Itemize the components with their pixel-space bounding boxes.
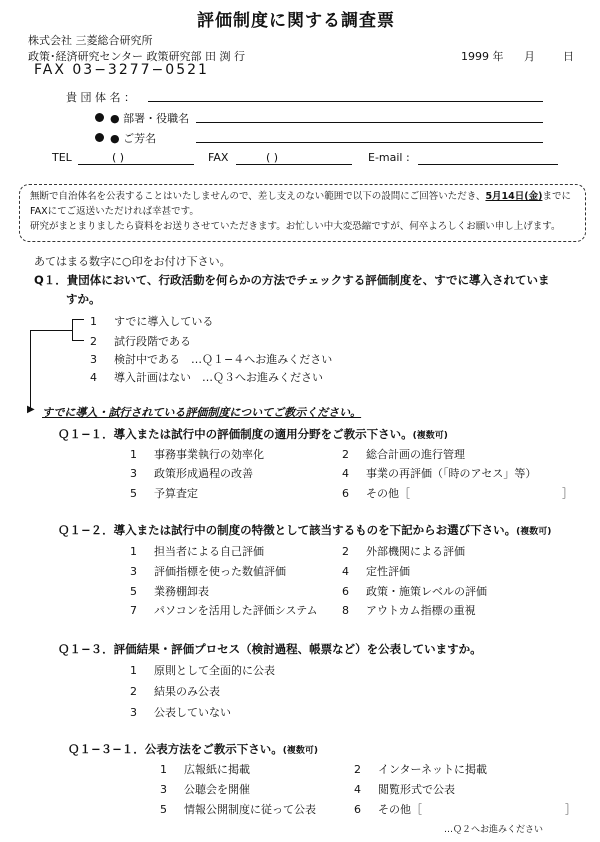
q1-2-option-4[interactable]: 4 定性評価 bbox=[342, 565, 410, 578]
q1-1-option-1[interactable]: 1 事務事業執行の効率化 bbox=[130, 448, 264, 461]
notice-line-1a: 無断で自治体名を公表することはいたしませんので、差し支えのない範囲で以下の設問にご回答いただき、 bbox=[30, 191, 486, 202]
page-title: 評価制度に関する調査票 bbox=[197, 11, 395, 31]
name-input-line[interactable] bbox=[196, 142, 543, 143]
fax-paren: ( ) bbox=[266, 151, 279, 164]
q1-1-option-3[interactable]: 3 政策形成過程の改善 bbox=[130, 467, 253, 480]
bullet-icon bbox=[95, 133, 104, 142]
q1-3-1-option-5[interactable]: 5 情報公開制度に従って公表 bbox=[160, 803, 316, 816]
q1-3-1-option-1[interactable]: 1 広報紙に掲載 bbox=[160, 763, 250, 776]
fax-input-line[interactable] bbox=[236, 164, 352, 165]
tel-input-line[interactable] bbox=[78, 164, 194, 165]
q1-text-1: Q１．貴団体において、行政活動を何らかの方法でチェックする評価制度を、すでに導入されていま bbox=[34, 273, 550, 287]
notice-deadline: 5月14日(金) bbox=[485, 191, 543, 202]
bracket-right bbox=[72, 319, 73, 340]
q1-option-2[interactable]: 2 試行段階である bbox=[90, 335, 191, 348]
name-label: ● ご芳名 bbox=[110, 132, 157, 145]
q1-3-option-2[interactable]: 2 結果のみ公表 bbox=[130, 685, 220, 698]
q1-2-option-6[interactable]: 6 政策・施策レベルの評価 bbox=[342, 585, 487, 598]
notice-line-2: FAXにてご返送いただければ幸甚です。 bbox=[30, 206, 199, 217]
company-name: 株式会社 三菱総合研究所 bbox=[28, 34, 153, 47]
q1-1-bracket-close: ］ bbox=[562, 487, 573, 500]
q1-1-option-6[interactable]: 6 その他［ bbox=[342, 487, 410, 500]
q1-3-1-option-3[interactable]: 3 公聴会を開催 bbox=[160, 783, 250, 796]
date-year: 1999 年 bbox=[461, 50, 504, 63]
email-label: E-mail : bbox=[368, 151, 410, 164]
q1-3-option-1[interactable]: 1 原則として全面的に公表 bbox=[130, 664, 275, 677]
date-day: 日 bbox=[563, 50, 574, 63]
q1-3-1-footer: …Ｑ２へお進みください bbox=[444, 825, 544, 835]
tel-paren: ( ) bbox=[112, 151, 125, 164]
sender-fax: FAX 03−3277−0521 bbox=[34, 62, 209, 78]
dept-input-line[interactable] bbox=[196, 122, 543, 123]
q1-3-1-option-6[interactable]: 6 その他［ bbox=[354, 803, 422, 816]
arrow-icon: ▶ bbox=[27, 404, 35, 415]
instruction: あてはまる数字に○印をお付け下さい。 bbox=[34, 255, 231, 268]
q1-option-4[interactable]: 4 導入計画はない …Ｑ３へお進みください bbox=[90, 371, 323, 384]
connector-v bbox=[30, 330, 31, 410]
bullet-icon bbox=[95, 113, 104, 122]
notice-line-3: 研究がまとまりましたら資料をお送りさせていただきます。お忙しい中大変恐縮ですが、何卒よろしくお願い申し上げます。 bbox=[30, 221, 561, 232]
org-input-line[interactable] bbox=[148, 101, 543, 102]
q1-3-1-text: Ｑ１−３−１．公表方法をご教示下さい。(複数可) bbox=[68, 742, 319, 756]
email-input-line[interactable] bbox=[418, 164, 558, 165]
q1-1-option-4[interactable]: 4 事業の再評価（「時のアセス」等） bbox=[342, 467, 537, 480]
q1-2-text: Ｑ１−２．導入または試行中の制度の特徴として該当するものを下記からお選び下さい。(複数可) bbox=[58, 523, 552, 537]
bracket-bottom bbox=[72, 340, 84, 341]
q1-3-text: Ｑ１−３．評価結果・評価プロセス（検討過程、帳票など）を公表していますか。 bbox=[58, 642, 482, 656]
q1-2-option-8[interactable]: 8 アウトカム指標の重視 bbox=[342, 604, 476, 617]
q1-2-option-1[interactable]: 1 担当者による自己評価 bbox=[130, 545, 264, 558]
q1-3-1-option-4[interactable]: 4 閲覧形式で公表 bbox=[354, 783, 455, 796]
q1-text-2: すか。 bbox=[66, 292, 101, 306]
q1-2-option-7[interactable]: 7 パソコンを活用した評価システム bbox=[130, 604, 318, 617]
notice-line-1b: までに bbox=[542, 191, 571, 202]
section-heading: すでに導入・試行されている評価制度についてご教示ください。 bbox=[42, 406, 362, 419]
q1-option-3[interactable]: 3 検討中である …Ｑ１−４へお進みください bbox=[90, 353, 333, 366]
dept-label: ● 部署・役職名 bbox=[110, 112, 190, 125]
tel-label: TEL bbox=[52, 151, 72, 164]
notice-line-1 bbox=[30, 190, 571, 204]
q1-option-1[interactable]: 1 すでに導入している bbox=[90, 315, 214, 328]
q1-1-option-5[interactable]: 5 予算査定 bbox=[130, 487, 198, 500]
connector-h bbox=[30, 330, 72, 331]
q1-3-1-bracket-close: ］ bbox=[565, 803, 576, 816]
q1-1-option-2[interactable]: 2 総合計画の進行管理 bbox=[342, 448, 465, 461]
q1-2-option-3[interactable]: 3 評価指標を使った数値評価 bbox=[130, 565, 286, 578]
q1-3-1-option-2[interactable]: 2 インターネットに掲載 bbox=[354, 763, 488, 776]
date-month: 月 bbox=[524, 50, 535, 63]
fax-label: FAX bbox=[208, 151, 229, 164]
q1-3-option-3[interactable]: 3 公表していない bbox=[130, 706, 231, 719]
q1-1-text: Ｑ１−１．導入または試行中の評価制度の適用分野をご教示下さい。(複数可) bbox=[58, 427, 448, 441]
q1-2-option-2[interactable]: 2 外部機関による評価 bbox=[342, 545, 465, 558]
org-label: 貴 団 体 名 ： bbox=[66, 91, 135, 104]
q1-2-option-5[interactable]: 5 業務棚卸表 bbox=[130, 585, 209, 598]
sender-dept: 政策･経済研究センター 政策研究部 田 渕 行 bbox=[28, 50, 246, 63]
bracket-top bbox=[72, 319, 84, 320]
